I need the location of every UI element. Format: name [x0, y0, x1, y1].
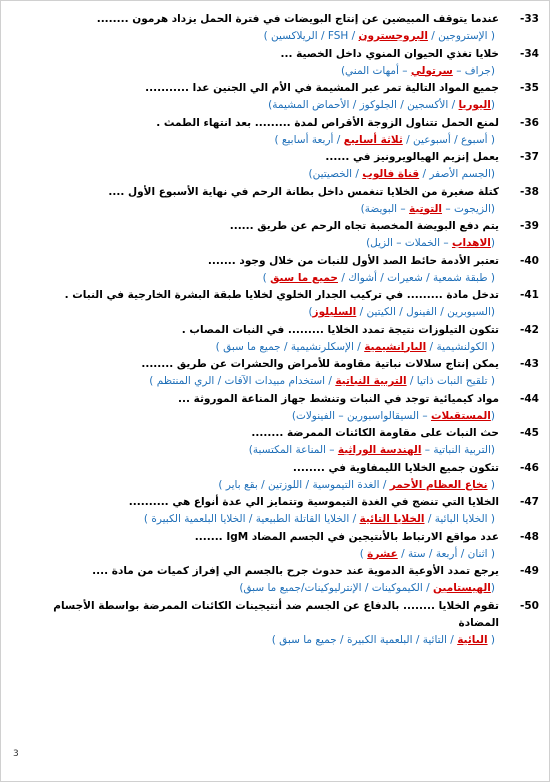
option-separator: –	[398, 64, 411, 77]
option: الخلايا البلعمية الكبيرة	[151, 513, 246, 525]
option: الفينول	[406, 306, 437, 318]
question-text: تعتبر الأدمة حائط الصد الأول للنبات من خلال وجود .......	[207, 254, 499, 267]
option: الزيجوت	[453, 202, 491, 215]
question-number: -47	[520, 496, 539, 508]
open-paren: (	[490, 306, 495, 318]
open-paren: (	[490, 168, 495, 180]
options-line	[7, 304, 539, 322]
option-separator: –	[421, 444, 434, 456]
option: الخلايا البائية	[434, 513, 488, 525]
option: الإنترليوكينات	[304, 582, 362, 594]
correct-answer: التربية النباتية	[335, 375, 407, 387]
question-text: تقوم الخلايا ........ بالدفاع عن الجسم ضد أنتيجينات الكائنات الممرضة بواسطة الأجسام	[53, 599, 499, 612]
question-text: الخلايا التي تنضج في الغدة التيموسية وتتمايز الي عدة أنواع هي ..........	[128, 496, 499, 508]
option-separator: /	[379, 478, 390, 491]
question-text: يرجع تمدد الأوعية الدموية عند حدوث جرح بالجسم الي إفراز كميات من مادة ....	[92, 565, 499, 577]
question-line	[7, 11, 539, 28]
question-item	[7, 46, 539, 81]
question-item	[7, 460, 539, 495]
question-line	[7, 563, 539, 580]
open-paren: (	[490, 202, 495, 215]
question-list	[7, 11, 539, 649]
options-line	[7, 511, 539, 529]
question-line	[7, 149, 539, 166]
options-line	[7, 235, 539, 253]
correct-answer: الهندسة الوراثية	[337, 444, 422, 456]
question-number: -45	[520, 427, 539, 439]
option: اللوزتين	[268, 478, 303, 491]
options-line	[7, 632, 539, 650]
correct-answer: اليوريا	[458, 99, 491, 111]
question-item	[7, 218, 539, 253]
open-paren: (	[490, 237, 495, 249]
close-paren: )	[143, 513, 152, 525]
close-paren: )	[291, 409, 296, 422]
question-item	[7, 391, 539, 426]
open-paren: (	[487, 133, 495, 146]
question-text: تتكون التيلوزات نتيجة تمدد الخلايا ......... في النبات المصاب .	[181, 323, 499, 336]
option: الأحماض المشيمة	[272, 99, 350, 111]
option: الإسكلرنشيمية	[290, 340, 354, 353]
close-paren: )	[308, 168, 313, 180]
question-number: -39	[520, 220, 539, 232]
correct-answer: قناة فالوب	[362, 168, 420, 180]
option: بقع باير	[225, 478, 258, 491]
option: الإستروجين	[438, 30, 488, 42]
options-line	[7, 580, 539, 598]
option: الكيموكينات	[371, 582, 423, 594]
question-text: جميع المواد التالية تمر عبر المشيمة في الأم الي الجنين عدا ...........	[145, 82, 499, 94]
open-paren: (	[487, 478, 495, 491]
question-number: -48	[520, 530, 539, 543]
question-item	[7, 563, 539, 598]
option: المناعة المكتسبة	[252, 444, 326, 456]
question-number: -44	[520, 392, 539, 405]
option-separator: –	[335, 409, 347, 422]
page-number: 3	[13, 749, 19, 759]
option: اثنان	[467, 547, 488, 560]
question-number: -42	[520, 323, 539, 336]
options-line	[7, 63, 539, 81]
close-paren: )	[308, 306, 313, 318]
question-line	[7, 46, 539, 63]
close-paren: )	[149, 375, 157, 387]
close-paren: )	[360, 202, 365, 215]
options-line	[7, 408, 539, 426]
option-separator: /	[436, 306, 448, 318]
option-separator: /	[424, 513, 435, 525]
option: الجلوكوز	[359, 99, 397, 111]
option-separator: /	[349, 99, 360, 111]
option-separator: /	[356, 306, 367, 318]
open-paren: (	[487, 340, 495, 353]
option-separator: /	[214, 375, 225, 387]
option-separator: /	[448, 99, 459, 111]
option-separator: /	[336, 633, 347, 646]
options-line	[7, 97, 539, 115]
question-line	[7, 322, 539, 339]
question-text: مواد كيميائية توجد في النبات وتنشط جهاز المناعة الموروثة ...	[177, 392, 499, 405]
close-paren: )	[271, 633, 280, 646]
option: جميع ما سبق	[279, 633, 337, 646]
question-text: عندما يتوقف المبيضين عن إنتاج البويضات في فترة الحمل يزداد هرمون ........	[96, 13, 499, 25]
option: استخدام مبيدات الآفات	[224, 375, 326, 387]
option: أشواك	[348, 271, 377, 284]
option-separator: –	[397, 202, 410, 215]
option-separator: /	[406, 375, 417, 387]
correct-answer: الخلايا التائية	[359, 513, 425, 525]
correct-answer: التوتية	[409, 202, 443, 215]
correct-answer: جميع ما سبق	[270, 271, 338, 284]
open-paren: (	[490, 64, 495, 77]
option-separator: /	[257, 478, 269, 491]
option: البويضة	[364, 202, 398, 215]
question-line	[7, 184, 539, 201]
correct-answer: ثلاثة أسابيع	[343, 133, 403, 146]
option-separator: /	[419, 168, 430, 180]
option: الأكسجين	[407, 99, 449, 111]
open-paren: (	[487, 513, 495, 525]
question-line	[7, 615, 539, 632]
options-line	[7, 270, 539, 288]
option-separator: /	[426, 340, 437, 353]
open-paren: (	[487, 547, 495, 560]
option: الري المنتظم	[156, 375, 215, 387]
option-separator: –	[440, 237, 452, 249]
options-line	[7, 339, 539, 357]
correct-answer: عشرة	[367, 547, 398, 560]
open-paren: (	[487, 375, 495, 387]
question-line	[7, 425, 539, 442]
question-text: يتم دفع البويضة المخصبة تجاه الرحم عن طريق ......	[229, 220, 499, 232]
option-separator: /	[422, 271, 434, 284]
option-separator: /	[333, 133, 344, 146]
correct-answer: المستقبلات	[430, 409, 491, 422]
option: الريلاكسين	[271, 30, 318, 42]
question-number: -41	[520, 289, 539, 301]
close-paren: )	[340, 64, 346, 77]
question-number: -33	[520, 13, 539, 25]
option: الخصيتين	[312, 168, 353, 180]
question-line	[7, 253, 539, 270]
correct-answer: سرتولي	[410, 64, 453, 77]
question-text: تدخل مادة ......... في تركيب الجدار الخلوي لخلايا طبقة البشرة الخارجية في النبات .	[64, 289, 499, 301]
question-item	[7, 287, 539, 322]
question-text: لمنع الحمل تتناول الزوجة الأقراص لمدة ......... بعد انتهاء الطمث .	[156, 116, 499, 129]
option: السيوبرين	[447, 306, 491, 318]
option: أسبوع	[460, 133, 488, 146]
options-line	[7, 201, 539, 219]
question-text: عدد مواقع الارتباط بالأنتيجين في الجسم المضاد IgM .......	[194, 530, 499, 543]
question-number: -35	[520, 82, 539, 94]
option-separator: –	[325, 444, 338, 456]
option-separator: /	[300, 582, 305, 594]
option-separator: /	[353, 340, 365, 353]
option-separator: /	[376, 271, 388, 284]
option-separator: /	[325, 375, 336, 387]
option: التربية النباتية	[433, 444, 491, 456]
question-number: -38	[520, 185, 539, 198]
option-separator: /	[427, 30, 439, 42]
option: الفينولات	[295, 409, 335, 422]
correct-answer: البروجسترون	[358, 30, 428, 42]
question-line	[7, 529, 539, 546]
correct-answer: البائية	[457, 633, 488, 646]
option: أمهات المني	[345, 64, 399, 77]
correct-answer: نخاع العظام الأحمر	[389, 478, 488, 491]
option: أربعة أسابيع	[281, 133, 334, 146]
question-item	[7, 529, 539, 564]
question-text: خلايا تغذي الحيوان المنوي داخل الخصية ...	[280, 47, 499, 60]
option: شعيرات	[387, 271, 423, 284]
option-separator: /	[446, 633, 458, 646]
close-paren: )	[248, 444, 253, 456]
close-paren: )	[262, 271, 271, 284]
option-separator: /	[412, 633, 423, 646]
option-separator: /	[245, 513, 256, 525]
option-separator: /	[395, 306, 407, 318]
option: جراف	[464, 64, 491, 77]
option: الزيل	[370, 237, 393, 249]
open-paren: (	[490, 444, 495, 456]
question-item	[7, 115, 539, 150]
option: جميع ما سبق	[243, 582, 301, 594]
question-number: -34	[520, 47, 539, 60]
option-separator: /	[402, 133, 414, 146]
open-paren: (	[490, 99, 495, 111]
question-line	[7, 115, 539, 132]
open-paren: (	[490, 409, 495, 422]
option-separator: /	[348, 30, 359, 42]
question-number: -40	[520, 254, 539, 267]
close-paren: )	[239, 582, 244, 594]
close-paren: )	[215, 340, 224, 353]
option: أربعة	[435, 547, 458, 560]
options-line	[7, 132, 539, 150]
question-number: -43	[520, 358, 539, 370]
question-text: يعمل إنزيم الهيالويرونيز في ......	[325, 151, 499, 163]
open-paren: (	[490, 582, 495, 594]
question-item	[7, 356, 539, 391]
open-paren: (	[487, 633, 495, 646]
option-separator: /	[450, 133, 461, 146]
options-line	[7, 477, 539, 495]
option: FSH	[327, 30, 349, 42]
question-item	[7, 80, 539, 115]
close-paren: )	[366, 237, 371, 249]
option: السيقالواسبورين	[346, 409, 420, 422]
question-number: -37	[520, 151, 539, 163]
option-separator: /	[302, 478, 313, 491]
option: ستة	[407, 547, 426, 560]
close-paren: )	[218, 478, 226, 491]
option-separator: –	[419, 409, 431, 422]
question-line	[7, 356, 539, 373]
question-item	[7, 494, 539, 529]
option-separator: /	[352, 168, 363, 180]
option: الجسم الأصفر	[429, 168, 491, 180]
option-separator: /	[338, 271, 349, 284]
close-paren: )	[268, 99, 273, 111]
option: تلقيح النبات ذاتيا	[416, 375, 488, 387]
correct-answer: السليلوز	[312, 306, 357, 318]
correct-answer: الهيستامين	[432, 582, 491, 594]
options-line	[7, 373, 539, 391]
option: الكولنشيمية	[436, 340, 488, 353]
question-item	[7, 322, 539, 357]
option-separator: /	[396, 99, 408, 111]
question-number: -50	[520, 599, 539, 612]
question-text: يمكن إنتاج سلالات نباتية مقاومة للأمراض والحشرات عن طريق ........	[141, 358, 499, 370]
question-line	[7, 80, 539, 97]
question-text: كتلة صغيرة من الخلايا تنغمس داخل بطانة الرحم في نهاية الأسبوع الأول ....	[108, 185, 499, 198]
option-separator: /	[457, 547, 468, 560]
option: الخملات	[404, 237, 441, 249]
question-item	[7, 184, 539, 219]
option-separator: /	[349, 513, 360, 525]
question-line	[7, 218, 539, 235]
open-paren: (	[487, 30, 495, 42]
question-item	[7, 11, 539, 46]
option: طبقة شمعية	[433, 271, 488, 284]
option: أسبوعين	[413, 133, 451, 146]
options-line	[7, 28, 539, 46]
option: الغدة التيموسية	[312, 478, 380, 491]
option-separator: /	[422, 582, 433, 594]
question-text: حث النبات على مقاومة الكائنات الممرضة ........	[251, 427, 499, 439]
correct-answer: البارانشيمية	[364, 340, 427, 353]
close-paren: )	[359, 547, 368, 560]
close-paren: )	[263, 30, 272, 42]
option-separator: /	[361, 582, 372, 594]
option-separator: /	[397, 547, 408, 560]
question-number: -36	[520, 116, 539, 129]
option-separator: /	[425, 547, 436, 560]
options-line	[7, 442, 539, 460]
question-line	[7, 598, 539, 615]
option-separator: /	[280, 340, 291, 353]
option-separator: –	[392, 237, 405, 249]
option: الكيتين	[366, 306, 396, 318]
question-line	[7, 494, 539, 511]
close-paren: )	[274, 133, 282, 146]
option: الخلايا القاتلة الطبيعية	[255, 513, 350, 525]
option-separator: –	[452, 64, 465, 77]
question-text: المضادة	[458, 616, 499, 629]
question-item	[7, 598, 539, 650]
options-line	[7, 166, 539, 184]
question-item	[7, 253, 539, 288]
option: التائية	[422, 633, 447, 646]
question-line	[7, 460, 539, 477]
correct-answer: الاهداب	[451, 237, 491, 249]
question-number: -46	[520, 461, 539, 474]
question-number: -49	[520, 565, 539, 577]
question-line	[7, 287, 539, 304]
option-separator: –	[442, 202, 454, 215]
question-text: تتكون جميع الخلايا الليمفاوية في ........	[292, 461, 499, 474]
option-separator: /	[317, 30, 328, 42]
option: البلعمية الكبيرة	[346, 633, 413, 646]
options-line	[7, 546, 539, 564]
open-paren: (	[487, 271, 495, 284]
question-line	[7, 391, 539, 408]
question-item	[7, 425, 539, 460]
option: جميع ما سبق	[223, 340, 281, 353]
question-item	[7, 149, 539, 184]
